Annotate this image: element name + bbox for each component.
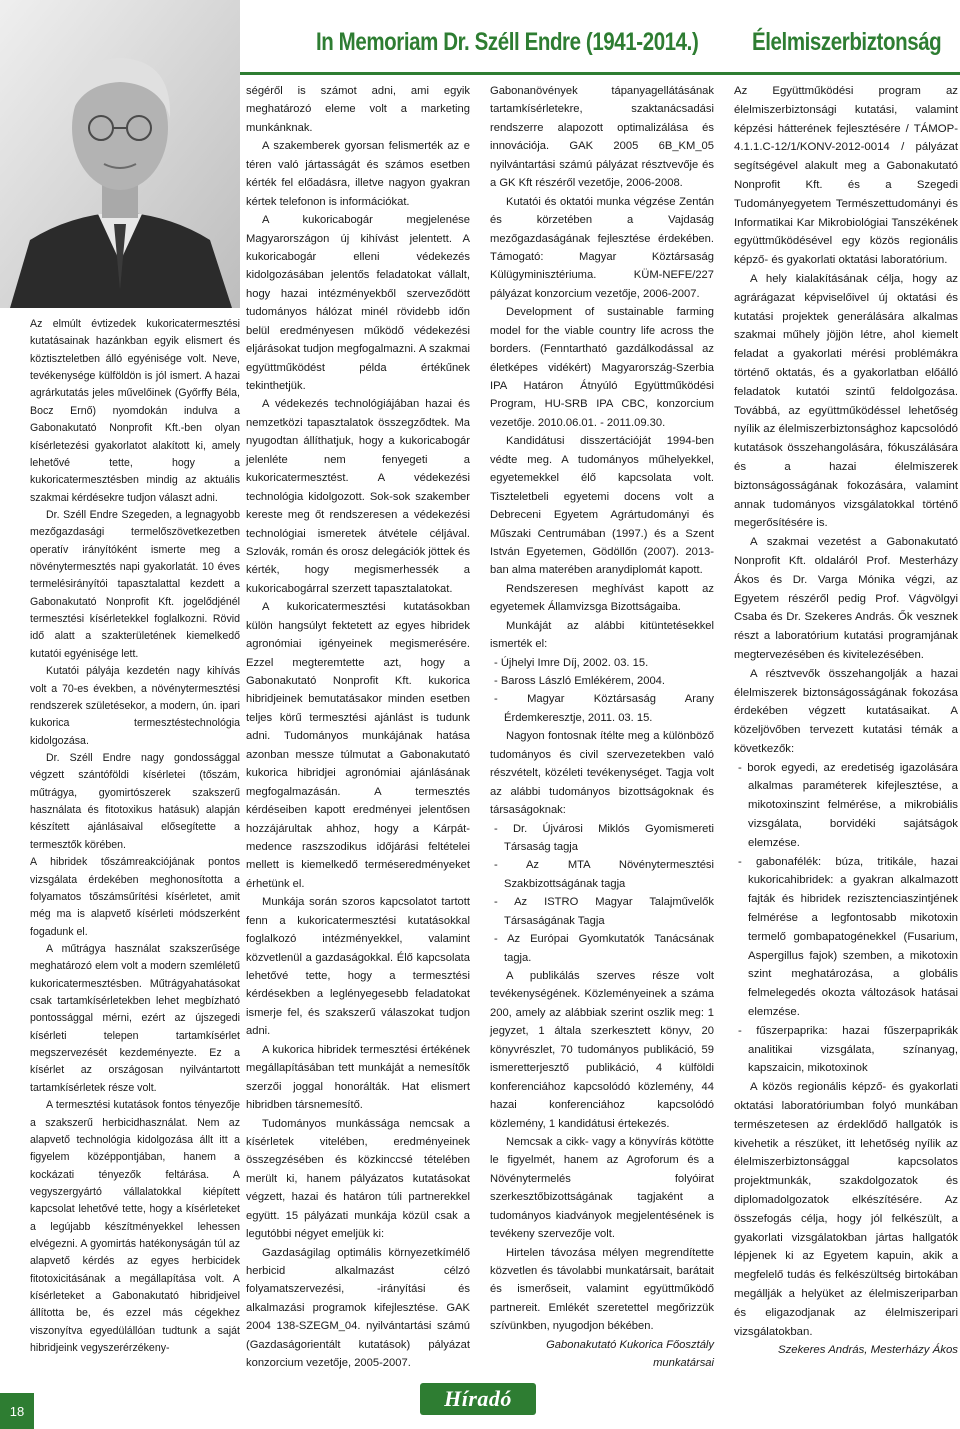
paragraph: A kukoricatermesztési kutatásokban külön hangsúlyt fektetett az egyes hibridek agronómiai igényeinek megismerésére. Ezzel megteremtette azt, hogy a Gabonakutató Nonprofit Kft. kukorica hibridjeinek bemutatásakor minden esetben teljes körű termesztési ajánlást is tudunk adni. Tudományos munkájának hatása azonban messze túlmutat a Gabonakutató kukorica hibridjei agronómiai ajánlásának megfogalmazásán. A termesztés kérdéseiben kapott eredményei jelentősen hozzájárultak ahhoz, hogy a Kárpát-medence raszszodikus időjárási feltételei mellett is kiemelkedő terméseredményeket érhetünk el. [246, 601, 470, 890]
list-item: - Az MTA Növénytermesztési Szakbizottságának tagja [494, 859, 714, 890]
awards-list [490, 654, 714, 728]
list-item: - fűszerpaprika: hazai fűszerpaprikák analitikai vizsgálata, színanyag, kapszaicin, mikotoxinok [738, 1024, 958, 1075]
paragraph: Gazdaságilag optimális környezetkímélő herbicid alkalmazást célzó folyamatszervezési, -irányítási és alkalmazási programok kifejlesztése. GAK 2004 138-SZEGM_04. nyilvántartási számú (Gazdaságorientált kutatások) pályázat konzorcium vezetője, 2005-2007. [246, 1246, 470, 1370]
paragraph: ségéről is számot adni, ami egyik meghatározó eleme volt a marketing munkánknak. [246, 85, 470, 134]
hirado-logo: Híradó [420, 1383, 536, 1415]
paragraph: Munkáját az alábbi kitüntetésekkel ismerték el: [490, 619, 714, 651]
portrait-illustration [0, 0, 240, 308]
paragraph: A védekezés technológiájában hazai és nemzetközi tapasztalatok összegződtek. Ma nyugodtan állíthatjuk, hogy a kukoricabogár jelenléte nem fenyegeti a kukoricatermesztést. A védekezési technológia kidolgozott. Sok-sok szakember kereste meg őt rendszeresen a védekezési technológiai ismeretek átvétele céljával. Szlovák, román és orosz delegációk jöttek és kérték, hogy megismerhessék a kukoricabogárral szerzett tapasztalatokat. [246, 398, 470, 595]
paragraph: Kutatói pályája kezdetén nagy kihívás volt a 70-es években, a növénytermesztési rendszerek születésekor, a modern, ún. ipari kukorica termesztéstechnológia kidolgozása. [30, 665, 240, 747]
section-title: Élelmiszerbiztonság [752, 28, 942, 56]
paragraph: A szakemberek gyorsan felismerték az e téren való jártasságát és számos esetben kérték fel előadásra, illetve nagyon gyakran kértek telefonon is információkat. [246, 140, 470, 208]
list-item: - Magyar Köztársaság Arany Érdemkeresztje, 2011. 03. 15. [494, 693, 714, 724]
memberships-list [490, 820, 714, 968]
paragraph: A kukoricabogár megjelenése Magyarországon új kihívást jelentett. A kukoricabogár elleni védekezés kidolgozásában jelentős feladatokat vállalt, hogy hazai intézményekből szerveződött tudományos hálózat minél rövidebb időn belül eredményesen működő védekezési eljárásokat tudjon megfogalmazni. A szakmai együttműködést példa értékűnek tekinthetjük. [246, 214, 470, 392]
list-item: - borok egyedi, az eredetiség igazolására alkalmas paraméterek kifejlesztése, a mikotoxinszint felmérése, a mikrobiális vizsgálata, borvidéki sajátságok elemzése. [738, 761, 958, 849]
paragraph: Nemcsak a cikk- vagy a könyvírás kötötte le figyelmét, hanem az Agroforum és a Növénytermelés folyóirat szerkesztőbizottságának tagjaként a tudományos kiadványok megjelentésének is tevékeny szervezője volt. [490, 1135, 714, 1241]
article-title: In Memoriam Dr. Széll Endre (1941-2014.) [316, 28, 699, 56]
portrait-photo [0, 0, 240, 308]
paragraph: A hely kialakításának célja, hogy az agrárágazat képviselőivel új oktatási és kutatási projektek generálására alkalmas szakmai műhely jöjjön létre, ahol kiemelt feladat a gyakorlati mérési problémákra történő oktatás, és a gyakorlatban előálló feladatok kutatói szintű feldolgozása. Továbbá, az együttműködéssel lehetőség nyílik az élelmiszerbiztonsághoz kapcsolódó kutatások összehangolására, fókuszálására és a hazai élelmiszerek biztonságosságának fokozására, valamint annak tudományos vizsgálatokkal történő megerősítésére is. [734, 272, 958, 530]
paragraph: A termesztési kutatások fontos tényezője a szakszerű herbicidhasználat. Nem az alapvető technológia kidolgozása állt itt a figyelem középpontjában, hanem a kockázati tényezők feltárása. A vegyszergyártó vállalatokkal kiépített kapcsolat lehetővé tette, hogy a kísérleteket a legújabb készítményekkel lehessen elvégezni. A gyomirtás hatékonyságán túl az alapvető kérdés az egyes herbicidek fitotoxicitásának a megállapítása volt. A kísérleteket a Gabonakutató hibridjeivel állította be, és ezzel más cégekhez viszonyítva egyedülállóan tudtunk a saját hibridjeink vegyszerérzékeny- [30, 1099, 240, 1355]
paragraph: A hibridek tőszámreakciójának pontos vizsgálata érdekében meghonosította a folyamatos tőszámsűrítési kísérletet, amit még ma is alapvető kísérleti módszerként fogadunk el. [30, 856, 240, 938]
header-divider [240, 72, 960, 75]
paragraph: A publikálás szerves része volt tevékenységének. Közleményeinek a száma 200, amely az alábbiak szerint oszlik meg: 1 jegyzet, 1 általa szerkesztett könyv, 20 könyvrészlet, 70 tudományos publikáció, 59 ismeretterjesztő publikáció, 4 külföldi konferenciához kapcsolódó közlemény, 44 hazai konferenciához kapcsolódó közlemény, 1 kandidátusi értekezés. [490, 970, 714, 1130]
paragraph: Development of sustainable farming model for the viable country life across the borders. (Fenntartható gazdálkodással az életképes vidékért) Magyarország-Szerbia IPA Határon Átnyúló Együttműködési Program, HU-SRB IPA CBC, konzorcium vezetője. 2010.06.01. - 2011.09.30. [490, 306, 714, 429]
paragraph: Dr. Széll Endre Szegeden, a legnagyobb mezőgazdasági termelőszövetkezetben operatív irányítóként ismerte meg a növénytermesztés napi gyakorlatát. 10 éves termelésirányítói tapasztalattal kezdett a Gabonakutató Nonprofit Kft. jogelődjénél termesztési kísérletekkel foglalkozni. Rövid idő alatt a szakterületének kiemelkedő kutatói egyénisége lett. [30, 508, 240, 660]
list-item: - Az Európai Gyomkutatók Tanácsának tagja. [494, 933, 714, 964]
paragraph: Rendszeresen meghívást kapott az egyetemek Államvizsga Bizottságaiba. [490, 582, 714, 614]
paragraph: A közös regionális képző- és gyakorlati oktatási laboratóriumban folyó munkában természetesen az érdeklődő hallgatók is kivehetik a részüket, itt lehetőség nyílik az élelmiszerbiztonsággal kapcsolatos projektmunkák, szakdolgozatok és diplomadolgozatok elkészítésére. Az összefogás célja, hogy jól felkészült, a gyakorlati vizsgálatokban jártas hallgatók lépjenek ki az Egyetem kapuin, akik a megfelelő tudás és felkészültség birtokában megállják a helyüket az élelmiszeriparban és eligazodjanak az élelmiszeripari vizsgálatokban. [734, 1081, 958, 1338]
list-item: - Az ISTRO Magyar Talajművelők Társaságának Tagja [494, 896, 714, 927]
paragraph: Az Együttműködési program az élelmiszerbiztonsági kutatási, valamint képzési hátterének fejlesztésére / TÁMOP-4.1.1.C-12/1/KONV-2012-0014 / pályázat segítségével alakult meg a Gabonakutató Nonprofit Kft. és a Szegedi Tudományegyetem Természettudományi és Informatikai Kar Mikrobiológiai Tanszékének együttműködésével egy közös regionális képző- és gyakorlati oktatási laboratórium. [734, 85, 958, 267]
page-number: 18 [0, 1393, 34, 1429]
column-4 [734, 82, 958, 1360]
list-item: - Baross László Emlékérem, 2004. [494, 675, 665, 687]
paragraph: A résztvevők összehangolják a hazai élelmiszerek biztonságosságának fokozása érdekében végzett kutatásaikat. A közeljövőben tervezett kutatási témák a következők: [734, 667, 958, 755]
paragraph: Hirtelen távozása mélyen megrendítette közvetlen és távolabbi munkatársait, barátait és ismerőseit, valamint együttműködő partnereit. Emlékét szeretettel megőrizzük szívünkben, nyugodjon békében. [490, 1246, 714, 1333]
paragraph: Gabonanövények tápanyagellátásának tartamkísérletekre, szaktanácsadási rendszerre alapozott optimalizálása és innovációja. GAK 2005 6B_KM_05 nyilvántartási számú pályázat résztvevője és a GK Kft részéről vezetője, 2006-2008. [490, 85, 714, 190]
column-1 [30, 316, 240, 1358]
paragraph: Nagyon fontosnak ítélte meg a különböző tudományos és civil szervezetekben való részvételt, közéleti tevékenységet. Tagja volt az alábbi tudományos bizottságoknak és társaságoknak: [490, 730, 714, 817]
column-3 [490, 82, 714, 1373]
paragraph: Kutatói és oktatói munka végzése Zentán és körzetében a Vajdaság mezőgazdaságának fejlesztése érdekében. Támogató: Magyar Köztársaság Külügyminisztériuma. KÜM-NEFE/227 pályázat konzorcium vezetője, 2006-2007. [490, 195, 714, 300]
list-item: - Újhelyi Imre Díj, 2002. 03. 15. [494, 656, 649, 669]
paragraph: Munkája során szoros kapcsolatot tartott fenn a kukoricatermesztési kutatásokkal foglalkozó intézményekkel, valamint közvetlenül a gazdaságokkal. Élő kapcsolata lehetővé tette, hogy a termesztési kérdésekben a leglényegesebb feladatokat ismerje fel, és szakszerű válaszokat tudjon adni. [246, 896, 470, 1038]
list-item: - Dr. Újvárosi Miklós Gyomismereti Társaság tagja [494, 822, 714, 853]
paragraph: A kukorica hibridek termesztési értékének megállapításában tett munkáját a nemesítők szerzői joggal honorálták. Hat elismert hibridben társnemesítő. [246, 1043, 470, 1112]
paragraph: A műtrágya használat szakszerűsége meghatározó elem volt a modern szemléletű kukoricatermesztésben. Műtrágyahatásokat csak tartamkísérletekben lehet megbízható pontossággal mérni, ezért az újszegedi kísérleti telepen tartamkísérlet megszervezését kezdeményezte. Ez a kísérlet az országosan nyilvántartott tartamkísérletek része volt. [30, 942, 240, 1094]
signature: Szekeres András, Mesterházy Ákos [777, 1344, 958, 1357]
paragraph: Az elmúlt évtizedek kukoricatermesztési kutatásainak hazánkban egyik elismert és köztiszteletben álló egyénisége volt. Neve, tevékenysége külföldön is jól ismert. A hazai agrárkutatás jeles művelőinek (Győrffy Béla, Bocz Ernő) nyomdokán indulva a Gabonakutató Nonprofit Kft.-ben olyan kísérletezési gyakorlatot alakított ki, amely lehetővé tette, hogy a kukoricatermesztésben mindig az aktuális szakmai kérdésekre tudjon választ adni. [30, 318, 240, 504]
paragraph: A szakmai vezetést a Gabonakutató Nonprofit Kft. oldaláról Prof. Mesterházy Ákos és Dr. Varga Mónika végzi, az Egyetem részéről pedig Prof. Vágvölgyi Csaba és Dr. Szekeres András. Ők vesznek részt a laboratórium kutatási programjának megtervezésében és kivitelezésében. [734, 536, 958, 661]
list-item: - gabonafélék: búza, tritikále, hazai kukoricahibridek: a gyakran alkalmazott fajták és hibridek rezisztenciaszintjének felmérése a legfontosabb mikotoxin termelő gombapatogénekkel (Fusarium, Aspergillus fajok) szemben, a mikotoxin szint meghatározása, a globális felmelegedés okozta változások hatásai elemzése. [738, 855, 958, 1019]
paragraph: Dr. Széll Endre nagy gondossággal végzett szántóföldi kísérletei (tőszám, műtrágya, gyomirtószerek szakszerű használata és fitotoxikus hatásuk) alapján készített ajánlásaival elősegítette a termesztők körében. [30, 751, 240, 851]
column-2 [246, 82, 470, 1373]
paragraph: Tudományos munkássága nemcsak a kísérletek vitelében, eredményeinek összegzésében és közkinccsé tételében merült ki, hanem pályázatos kutatásokat végzett, hazai és határon túli partnerekkel együtt. 15 pályázati munkája közül csak a legutóbbi négyet emeljük ki: [246, 1117, 470, 1241]
research-topics-list [734, 759, 958, 1079]
signature: Gabonakutató Kukorica Főosztály munkatársai [546, 1338, 714, 1370]
paragraph: Kandidátusi disszertációját 1994-ben védte meg. A tudományos műhelyekkel, egyetemekkel élő kapcsolata volt. Tiszteletbeli egyetemi docens volt a Debreceni Egyetem Agrártudományi és Műszaki Centrumában (1997.) és a Szent István Egyetemen, Gödöllőn (2007). 2013-ban alma materében aranydiplomát kapott. [490, 435, 714, 577]
